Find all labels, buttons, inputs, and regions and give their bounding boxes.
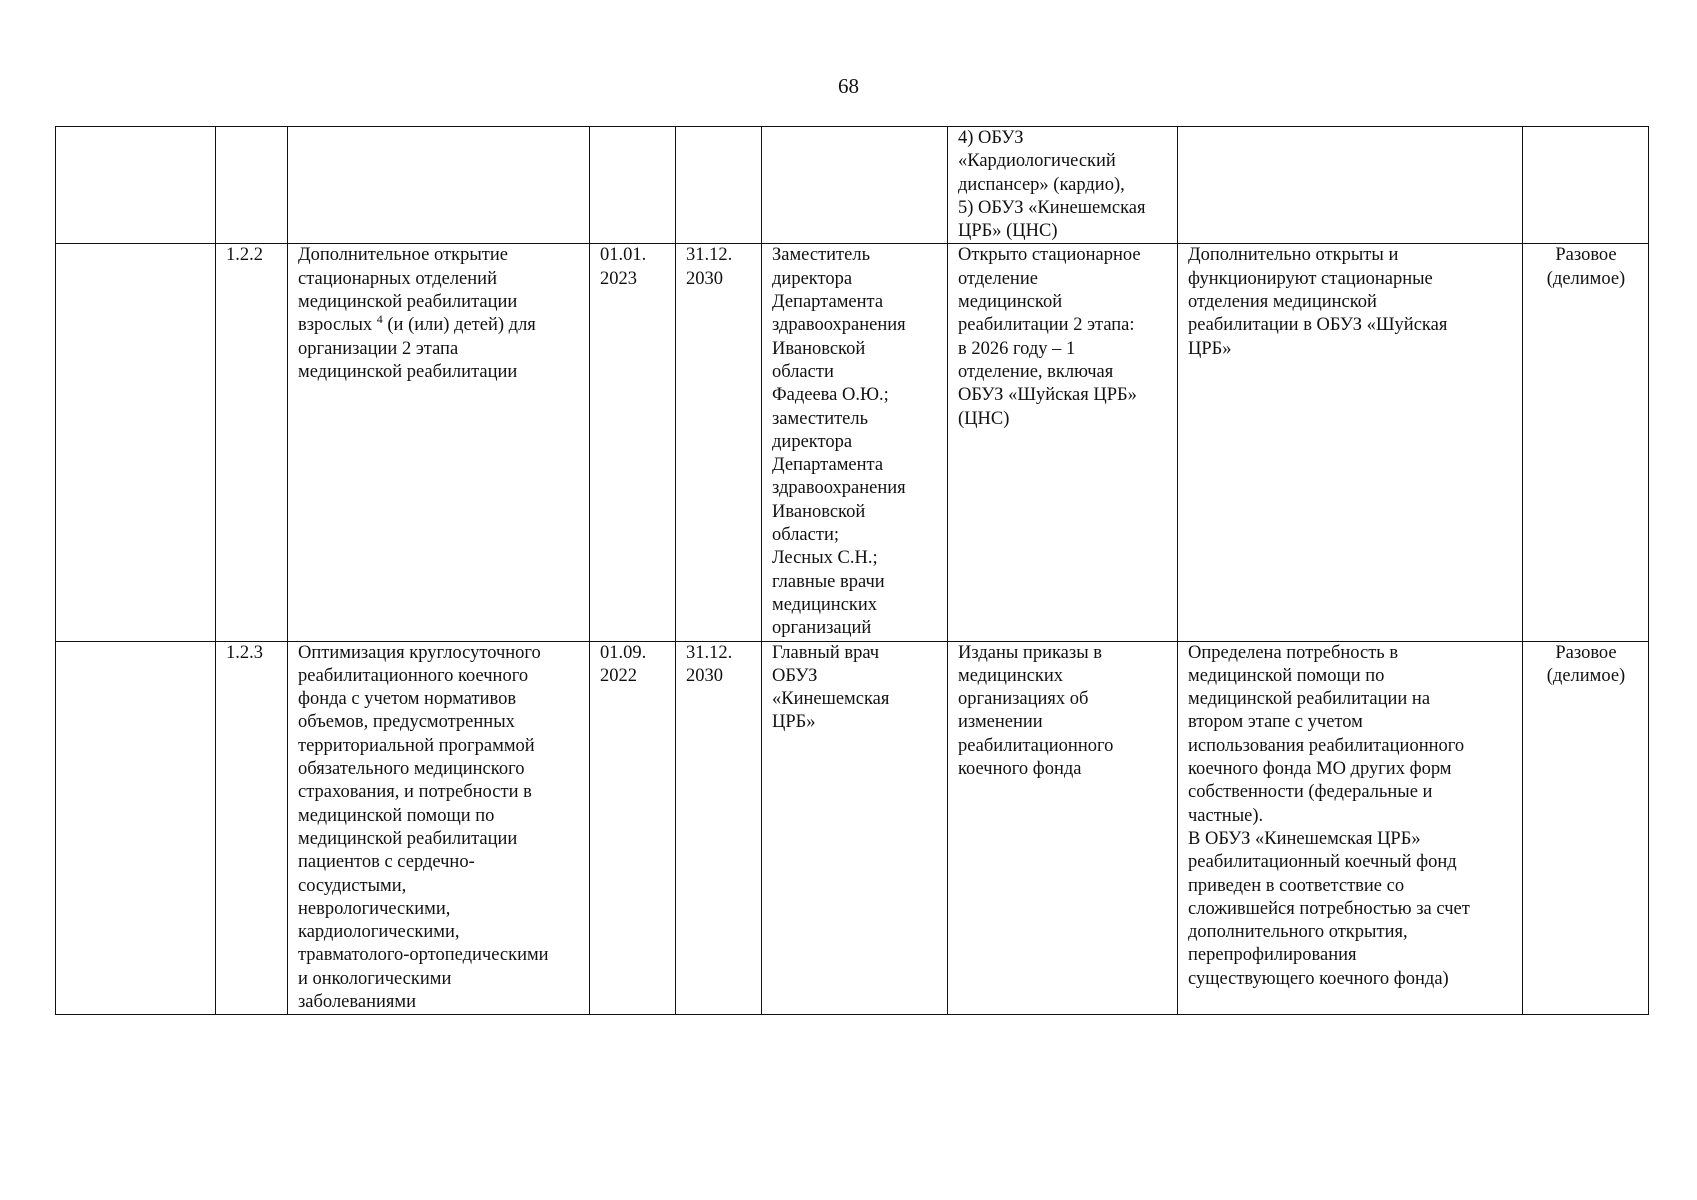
text-line: изменении: [958, 712, 1043, 733]
text-line: 31.12.: [686, 642, 733, 663]
text-line: Ивановской: [772, 501, 866, 522]
text-line: пациентов с сердечно-: [298, 852, 475, 873]
text-line: коечного фонда МО других форм: [1188, 759, 1452, 780]
text-line: 5) ОБУЗ «Кинешемская: [958, 197, 1146, 218]
cell-measure-name: [288, 641, 590, 1015]
text-line: ОБУЗ: [772, 665, 818, 686]
cell-empty: [1178, 127, 1523, 244]
text-line: «Кардиологический: [958, 151, 1116, 172]
text-line: отделение, включая: [958, 361, 1114, 382]
text-line: и онкологическими: [298, 968, 452, 989]
text-line: втором этапе с учетом: [1188, 712, 1363, 733]
text-line: страхования, и потребности в: [298, 782, 532, 803]
cell-empty: [56, 127, 216, 244]
text-line: приведен в соответствие со: [1188, 875, 1405, 896]
text-line: медицинской реабилитации: [298, 361, 518, 382]
cell-result: [948, 244, 1178, 641]
text-line: организаций: [772, 618, 872, 639]
text-line: Департамента: [772, 455, 884, 476]
text-line: заместитель: [772, 408, 869, 429]
cell-empty: [676, 127, 762, 244]
cell-empty: [56, 641, 216, 1015]
text-line: организациях об: [958, 689, 1089, 710]
text-line: Заместитель: [772, 245, 871, 266]
text-line: в 2026 году – 1: [958, 338, 1076, 359]
text-line: Ивановской: [772, 338, 866, 359]
text-line: 31.12.: [686, 245, 733, 266]
table-row: [56, 244, 1649, 641]
table-row-continuation: [56, 127, 1649, 244]
text-line: перепрофилирования: [1188, 945, 1357, 966]
text-line: Департамента: [772, 292, 884, 313]
text-line: медицинской помощи по: [1188, 665, 1385, 686]
text-line: медицинских: [772, 594, 878, 615]
text-line: ЦРБ»: [1188, 338, 1232, 359]
cell-start-date: [590, 244, 676, 641]
text-line: ЦРБ»: [772, 712, 816, 733]
text-line: реабилитации 2 этапа:: [958, 315, 1135, 336]
cell-start-date: [590, 641, 676, 1015]
text-line: ЦРБ» (ЦНС): [958, 221, 1058, 242]
text-line: Разовое: [1555, 245, 1617, 266]
text-line: 4) ОБУЗ: [958, 128, 1024, 148]
text-line: Открыто стационарное: [958, 245, 1141, 266]
text-line: реабилитации в ОБУЗ «Шуйская: [1188, 315, 1448, 336]
text-line: директора: [772, 431, 853, 452]
text-line: 2022: [600, 665, 637, 686]
text-line: медицинской реабилитации на: [1188, 689, 1431, 710]
text-line: 01.01.: [600, 245, 647, 266]
text-line: здравоохранения: [772, 315, 906, 336]
text-line: медицинской реабилитации: [298, 828, 518, 849]
cell-end-date: [676, 244, 762, 641]
text-line: функционируют стационарные: [1188, 268, 1433, 289]
text-line: (ЦНС): [958, 408, 1010, 429]
text-line: директора: [772, 268, 853, 289]
text-line: медицинской помощи по: [298, 805, 495, 826]
cell-result: [948, 641, 1178, 1015]
text-line: травматолого-ортопедическими: [298, 945, 549, 966]
text-line: неврологическими,: [298, 898, 451, 919]
text-line: обязательного медицинского: [298, 759, 525, 780]
footnote-mark: 4: [376, 312, 383, 327]
cell-indicator: [1178, 244, 1523, 641]
cell-result: [948, 127, 1178, 244]
text-line: Дополнительно открыты и: [1188, 245, 1399, 266]
text-line: (делимое): [1546, 268, 1626, 289]
text-line: 2023: [600, 268, 637, 289]
text-line: коечного фонда: [958, 759, 1082, 780]
cell-number: 1.2.3: [216, 641, 288, 1015]
text-line: реабилитационный коечный фонд: [1188, 852, 1457, 873]
cell-responsible: [762, 641, 948, 1015]
text-line: области: [772, 361, 834, 382]
cell-empty: [762, 127, 948, 244]
cell-number: 1.2.2: [216, 244, 288, 641]
text-fragment: взрослых: [298, 315, 377, 336]
text-line: отделение: [958, 268, 1038, 289]
text-line: (делимое): [1546, 665, 1626, 686]
text-line: Фадеева О.Ю.;: [772, 385, 889, 406]
cell-empty: [1523, 127, 1649, 244]
text-line: объемов, предусмотренных: [298, 712, 515, 733]
text-line: реабилитационного коечного: [298, 665, 529, 686]
text-line: Главный врач: [772, 642, 880, 663]
cell-event-type: [1523, 244, 1649, 641]
text-line: области;: [772, 525, 839, 546]
text-line: диспансер» (кардио),: [958, 174, 1125, 195]
text-line: 2030: [686, 268, 723, 289]
text-line: сложившейся потребностью за счет: [1188, 898, 1470, 919]
text-line: 01.09.: [600, 642, 647, 663]
text-line: использования реабилитационного: [1188, 735, 1465, 756]
text-line: отделения медицинской: [1188, 292, 1377, 313]
text-line: дополнительного открытия,: [1188, 922, 1408, 943]
text-line: «Кинешемская: [772, 689, 890, 710]
text-line: Дополнительное открытие: [298, 245, 508, 266]
cell-empty: [216, 127, 288, 244]
text-line: территориальной программой: [298, 735, 535, 756]
cell-empty: [56, 244, 216, 641]
text-line: Разовое: [1555, 642, 1617, 663]
cell-indicator: [1178, 641, 1523, 1015]
text-line: главные врачи: [772, 571, 885, 592]
text-line: Определена потребность в: [1188, 642, 1399, 663]
text-line: стационарных отделений: [298, 268, 497, 289]
text-line: собственности (федеральные и: [1188, 782, 1433, 803]
text-line: фонда с учетом нормативов: [298, 689, 517, 710]
measures-table: [55, 126, 1649, 1015]
text-line: В ОБУЗ «Кинешемская ЦРБ»: [1188, 828, 1421, 849]
cell-empty: [288, 127, 590, 244]
text-line: здравоохранения: [772, 478, 906, 499]
cell-end-date: [676, 641, 762, 1015]
table-row: [56, 641, 1649, 1015]
text-fragment: (и (или) детей) для: [382, 315, 536, 336]
cell-responsible: [762, 244, 948, 641]
text-line: [298, 314, 580, 337]
text-line: медицинской: [958, 292, 1063, 313]
text-line: частные).: [1188, 805, 1264, 826]
text-line: организации 2 этапа: [298, 338, 459, 359]
text-line: реабилитационного: [958, 735, 1114, 756]
text-line: сосудистыми,: [298, 875, 407, 896]
text-line: 2030: [686, 665, 723, 686]
text-line: кардиологическими,: [298, 922, 460, 943]
cell-measure-name: [288, 244, 590, 641]
text-line: медицинской реабилитации: [298, 292, 518, 313]
text-line: Изданы приказы в: [958, 642, 1102, 663]
text-line: ОБУЗ «Шуйская ЦРБ»: [958, 385, 1137, 406]
cell-event-type: [1523, 641, 1649, 1015]
text-line: Лесных С.Н.;: [772, 548, 878, 569]
text-line: медицинских: [958, 665, 1064, 686]
page-number: 68: [838, 74, 859, 98]
text-line: существующего коечного фонда): [1188, 968, 1449, 989]
text-line: Оптимизация круглосуточного: [298, 642, 541, 663]
cell-empty: [590, 127, 676, 244]
text-line: заболеваниями: [298, 991, 417, 1012]
